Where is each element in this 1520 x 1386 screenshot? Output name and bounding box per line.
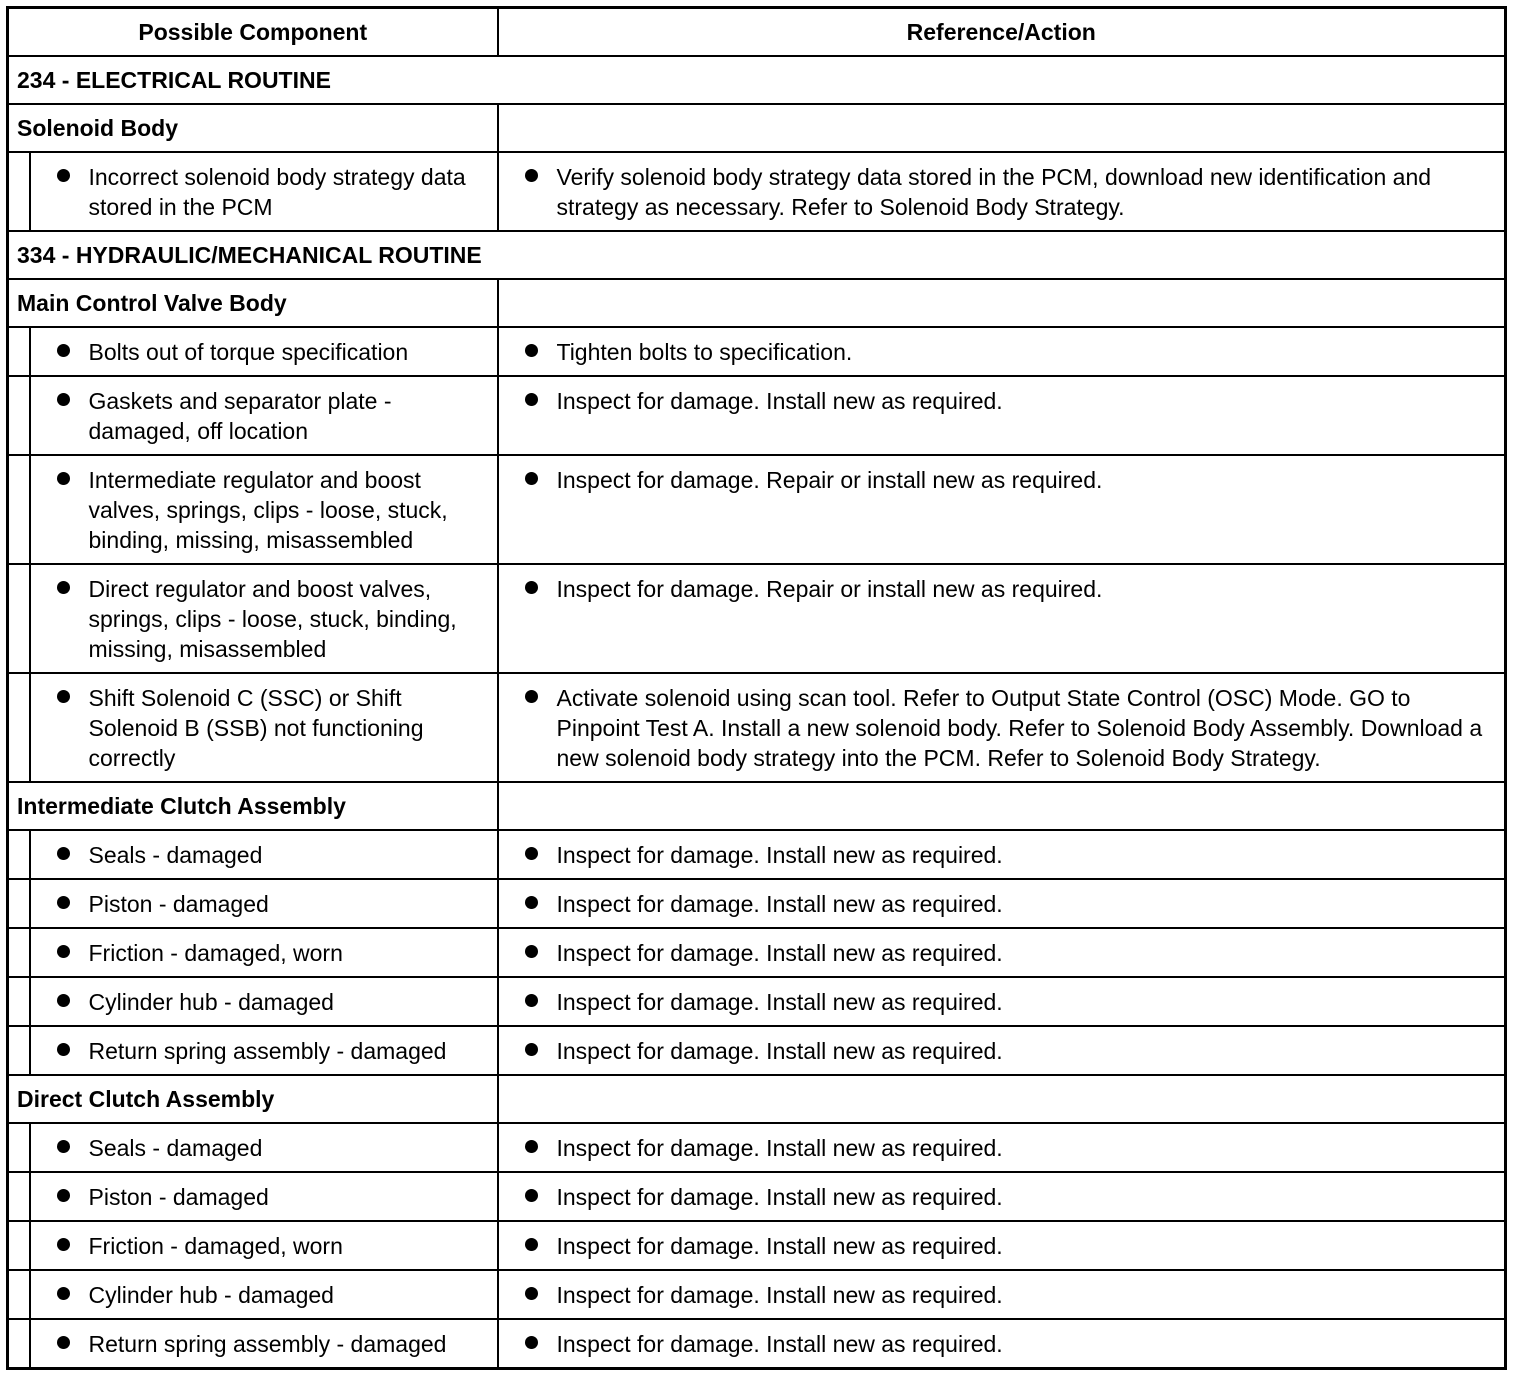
bullet-icon: [57, 847, 70, 860]
component-cell: [30, 564, 498, 673]
table-row: [8, 879, 1506, 928]
bullet-icon: [525, 690, 538, 703]
group-row: [8, 279, 1506, 327]
action-text: Tighten bolts to specification.: [556, 339, 853, 365]
component-text: Friction - damaged, worn: [88, 1233, 343, 1259]
header-possible-component: Possible Component: [8, 8, 498, 57]
component-text: Friction - damaged, worn: [88, 940, 343, 966]
action-text: Inspect for damage. Install new as required.: [556, 1038, 1003, 1064]
group-action-empty: [498, 279, 1506, 327]
indent-cell: [8, 1221, 30, 1270]
bullet-icon: [57, 344, 70, 357]
component-text: Cylinder hub - damaged: [88, 989, 334, 1015]
bullet-icon: [57, 994, 70, 1007]
action-cell: [498, 1221, 1506, 1270]
group-action-empty: [498, 104, 1506, 152]
table-row: [8, 673, 1506, 782]
component-cell: [30, 327, 498, 376]
routine-title: 334 - HYDRAULIC/MECHANICAL ROUTINE: [8, 231, 1506, 279]
bullet-icon: [57, 1238, 70, 1251]
bullet-icon: [525, 945, 538, 958]
bullet-icon: [525, 847, 538, 860]
bullet-icon: [525, 169, 538, 182]
action-cell: [498, 879, 1506, 928]
group-action-empty: [498, 782, 1506, 830]
component-text: Piston - damaged: [88, 1184, 269, 1210]
component-cell: [30, 376, 498, 455]
component-cell: [30, 977, 498, 1026]
table-row: [8, 1270, 1506, 1319]
indent-cell: [8, 673, 30, 782]
action-text: Inspect for damage. Install new as required.: [556, 891, 1003, 917]
indent-cell: [8, 1123, 30, 1172]
bullet-icon: [57, 393, 70, 406]
component-cell: [30, 1221, 498, 1270]
action-cell: [498, 1319, 1506, 1369]
indent-cell: [8, 152, 30, 231]
action-cell: [498, 455, 1506, 564]
action-cell: [498, 376, 1506, 455]
group-row: [8, 1075, 1506, 1123]
component-text: Return spring assembly - damaged: [88, 1331, 447, 1357]
action-text: Inspect for damage. Install new as required.: [556, 1135, 1003, 1161]
table-row: [8, 830, 1506, 879]
group-row: [8, 782, 1506, 830]
table-row: [8, 1221, 1506, 1270]
table-row: [8, 1319, 1506, 1369]
bullet-icon: [525, 1238, 538, 1251]
bullet-icon: [525, 1140, 538, 1153]
action-cell: [498, 1123, 1506, 1172]
action-text: Activate solenoid using scan tool. Refer to Output State Control (OSC) Mode. GO to Pinpoint Test A. Install a new solenoid body. Refer to Solenoid Body Assembly. Download a new solenoid body strategy into the PCM. Refer to Solenoid Body Strategy.: [556, 685, 1483, 771]
action-text: Inspect for damage. Install new as required.: [556, 388, 1003, 414]
component-cell: [30, 152, 498, 231]
group-title: Intermediate Clutch Assembly: [8, 782, 498, 830]
bullet-icon: [525, 994, 538, 1007]
component-text: Piston - damaged: [88, 891, 269, 917]
action-cell: [498, 928, 1506, 977]
component-cell: [30, 928, 498, 977]
bullet-icon: [525, 1287, 538, 1300]
component-text: Cylinder hub - damaged: [88, 1282, 334, 1308]
indent-cell: [8, 327, 30, 376]
indent-cell: [8, 1172, 30, 1221]
indent-cell: [8, 830, 30, 879]
group-title: Main Control Valve Body: [8, 279, 498, 327]
component-cell: [30, 1270, 498, 1319]
bullet-icon: [57, 472, 70, 485]
bullet-icon: [57, 1189, 70, 1202]
bullet-icon: [57, 896, 70, 909]
bullet-icon: [525, 1336, 538, 1349]
table-row: [8, 1172, 1506, 1221]
action-cell: [498, 1270, 1506, 1319]
action-text: Inspect for damage. Install new as required.: [556, 940, 1003, 966]
table-row: [8, 1026, 1506, 1075]
table-row: [8, 376, 1506, 455]
component-cell: [30, 455, 498, 564]
action-text: Inspect for damage. Repair or install new as required.: [556, 467, 1103, 493]
diagnostic-table: [6, 6, 1507, 1370]
table-row: [8, 327, 1506, 376]
bullet-icon: [57, 1336, 70, 1349]
table-row: [8, 977, 1506, 1026]
table-row: [8, 455, 1506, 564]
component-text: Shift Solenoid C (SSC) or Shift Solenoid B (SSB) not functioning correctly: [88, 685, 424, 771]
indent-cell: [8, 455, 30, 564]
group-action-empty: [498, 1075, 1506, 1123]
group-title: Solenoid Body: [8, 104, 498, 152]
component-text: Direct regulator and boost valves, springs, clips - loose, stuck, binding, missing, misassembled: [88, 576, 457, 662]
bullet-icon: [525, 896, 538, 909]
indent-cell: [8, 1319, 30, 1369]
component-cell: [30, 830, 498, 879]
action-cell: [498, 673, 1506, 782]
bullet-icon: [57, 169, 70, 182]
indent-cell: [8, 564, 30, 673]
component-cell: [30, 1123, 498, 1172]
action-text: Verify solenoid body strategy data stored in the PCM, download new identification and strategy as necessary. Refer to Solenoid Body Strategy.: [556, 164, 1432, 220]
action-cell: [498, 830, 1506, 879]
component-cell: [30, 673, 498, 782]
bullet-icon: [525, 1189, 538, 1202]
component-text: Bolts out of torque specification: [88, 339, 409, 365]
table-row: [8, 1123, 1506, 1172]
indent-cell: [8, 1026, 30, 1075]
action-text: Inspect for damage. Install new as required.: [556, 842, 1003, 868]
action-text: Inspect for damage. Repair or install new as required.: [556, 576, 1103, 602]
action-cell: [498, 564, 1506, 673]
component-text: Intermediate regulator and boost valves, springs, clips - loose, stuck, binding, missing, misassembled: [88, 467, 448, 553]
header-row: [8, 8, 1506, 57]
table-row: [8, 564, 1506, 673]
routine-title: 234 - ELECTRICAL ROUTINE: [8, 56, 1506, 104]
action-text: Inspect for damage. Install new as required.: [556, 1233, 1003, 1259]
bullet-icon: [57, 945, 70, 958]
indent-cell: [8, 977, 30, 1026]
action-cell: [498, 1026, 1506, 1075]
action-cell: [498, 1172, 1506, 1221]
bullet-icon: [57, 1287, 70, 1300]
group-row: [8, 104, 1506, 152]
action-cell: [498, 977, 1506, 1026]
group-title: Direct Clutch Assembly: [8, 1075, 498, 1123]
bullet-icon: [525, 581, 538, 594]
table-row: [8, 152, 1506, 231]
bullet-icon: [57, 690, 70, 703]
bullet-icon: [57, 1043, 70, 1056]
indent-cell: [8, 879, 30, 928]
indent-cell: [8, 1270, 30, 1319]
action-cell: [498, 152, 1506, 231]
bullet-icon: [525, 472, 538, 485]
action-text: Inspect for damage. Install new as required.: [556, 989, 1003, 1015]
component-cell: [30, 879, 498, 928]
routine-row: [8, 56, 1506, 104]
component-text: Seals - damaged: [88, 1135, 263, 1161]
indent-cell: [8, 376, 30, 455]
component-cell: [30, 1026, 498, 1075]
component-text: Seals - damaged: [88, 842, 263, 868]
table-row: [8, 928, 1506, 977]
component-text: Incorrect solenoid body strategy data stored in the PCM: [88, 164, 466, 220]
action-text: Inspect for damage. Install new as required.: [556, 1331, 1003, 1357]
bullet-icon: [57, 581, 70, 594]
component-cell: [30, 1172, 498, 1221]
header-reference-action: Reference/Action: [498, 8, 1506, 57]
indent-cell: [8, 928, 30, 977]
bullet-icon: [57, 1140, 70, 1153]
bullet-icon: [525, 344, 538, 357]
component-text: Return spring assembly - damaged: [88, 1038, 447, 1064]
table-body: [8, 56, 1506, 1369]
action-text: Inspect for damage. Install new as required.: [556, 1184, 1003, 1210]
routine-row: [8, 231, 1506, 279]
action-text: Inspect for damage. Install new as required.: [556, 1282, 1003, 1308]
action-cell: [498, 327, 1506, 376]
component-text: Gaskets and separator plate - damaged, off location: [88, 388, 392, 444]
component-cell: [30, 1319, 498, 1369]
bullet-icon: [525, 393, 538, 406]
bullet-icon: [525, 1043, 538, 1056]
